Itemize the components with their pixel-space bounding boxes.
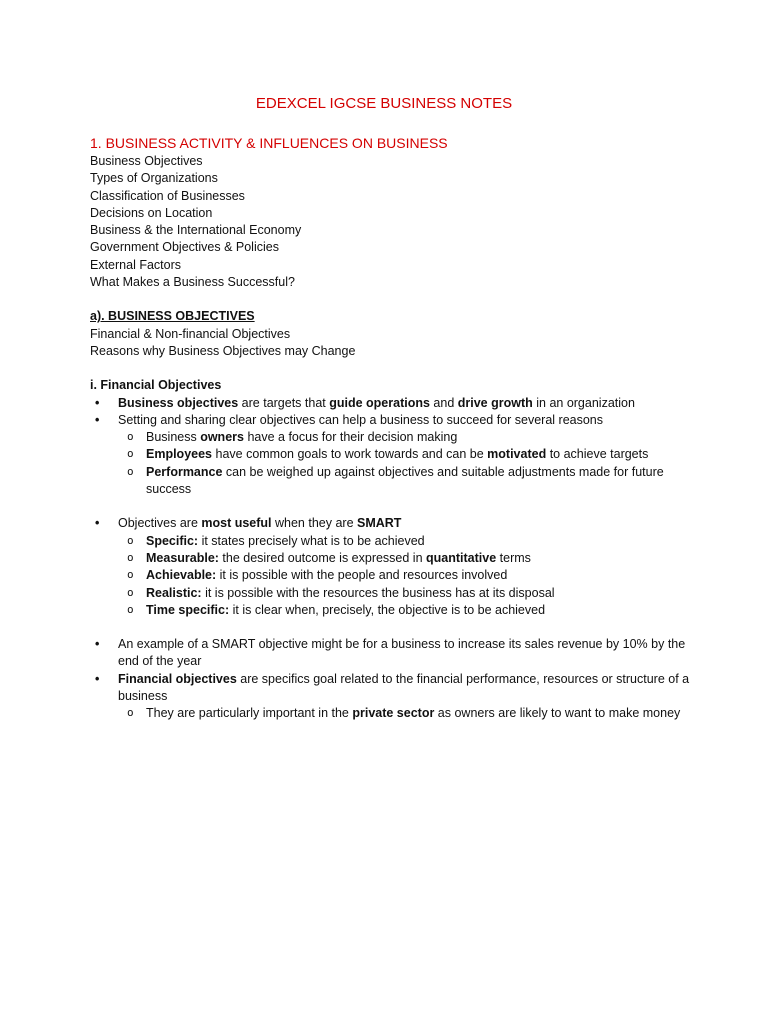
bullet-icon: • (95, 516, 100, 531)
sub-bullet-icon: o (127, 430, 134, 444)
objectives-topic-list (90, 326, 690, 361)
topic-item: What Makes a Business Successful? (90, 275, 295, 290)
topic-item: Reasons why Business Objectives may Change (90, 343, 356, 358)
list-item (90, 395, 690, 412)
text-run: Setting and sharing clear objectives can help a business to succeed for several reasons (118, 412, 604, 427)
sub-list-item (118, 567, 690, 584)
text-run: An example of a SMART objective might be for a business to increase its sales revenue by 10% by the end of the year (118, 637, 686, 669)
bold-term: quantitative (426, 550, 497, 565)
list-item (90, 412, 690, 498)
sub-list-item (118, 705, 690, 722)
subsection-heading-financial-objectives: i. Financial Objectives (90, 378, 222, 393)
text-run: have a focus for their decision making (243, 430, 458, 445)
text-run: to achieve targets (546, 447, 649, 462)
bold-term: Specific: (146, 533, 199, 548)
topic-item: Financial & Non-financial Objectives (90, 326, 291, 341)
bold-term: motivated (487, 447, 547, 462)
bold-term: guide operations (329, 395, 430, 410)
text-run: and (429, 395, 458, 410)
list-item (90, 636, 690, 671)
text-run: it is possible with the people and resources involved (216, 568, 508, 583)
bold-term: drive growth (457, 395, 533, 410)
text-run: have common goals to work towards and can be (212, 447, 488, 462)
text-run: it is possible with the resources the business has at its disposal (201, 585, 555, 600)
sub-list-item (118, 585, 690, 602)
bold-term: most useful (201, 516, 272, 531)
topic-item: Types of Organizations (90, 171, 218, 186)
text-run: Business (146, 430, 201, 445)
spacer (90, 619, 690, 636)
text-run: the desired outcome is expressed in (218, 550, 427, 565)
sub-list-item (118, 550, 690, 567)
sub-bullet-icon: o (127, 568, 134, 582)
text-run: it states precisely what is to be achieved (198, 533, 425, 548)
bullet-icon: • (95, 412, 100, 427)
bold-term: private sector (352, 706, 435, 721)
text-run: can be weighed up against objectives and suitable adjustments made for future success (146, 464, 664, 497)
bold-term: owners (200, 430, 244, 445)
document-body (90, 133, 690, 723)
sub-list-item (118, 429, 690, 446)
spacer (90, 498, 690, 515)
bold-term: Financial objectives (118, 671, 237, 686)
text-run: are specifics goal related to the financial performance, resources or structure of a business (118, 671, 690, 704)
bullet-icon: • (95, 671, 100, 686)
text-run: in an organization (532, 395, 635, 410)
bold-term: Business objectives (118, 395, 239, 410)
bullet-icon: • (95, 395, 100, 410)
bullet-list (90, 395, 690, 499)
bold-term: Measurable: (146, 550, 219, 565)
sub-list-item (118, 533, 690, 550)
list-item (90, 671, 690, 723)
bold-term: Performance (146, 464, 223, 479)
topic-item: Government Objectives & Policies (90, 240, 279, 255)
spacer (90, 360, 690, 377)
text-run: it is clear when, precisely, the objective is to be achieved (229, 602, 546, 617)
document-title: EDEXCEL IGCSE BUSINESS NOTES (255, 95, 513, 112)
list-item (90, 515, 690, 619)
text-run: Objectives are (118, 516, 202, 531)
sub-list-item (118, 464, 690, 499)
sub-bullet-icon: o (127, 464, 134, 478)
bullet-list (90, 515, 690, 619)
topic-item: Decisions on Location (90, 205, 213, 220)
sub-bullet-icon: o (127, 533, 134, 547)
section-heading-business-activity: 1. BUSINESS ACTIVITY & INFLUENCES ON BUSINESS (90, 135, 448, 151)
text-run: are targets that (238, 395, 330, 410)
bold-term: Realistic: (146, 585, 202, 600)
topic-item: Classification of Businesses (90, 188, 245, 203)
topic-item: Business & the International Economy (90, 223, 302, 238)
topic-list (90, 153, 690, 291)
bold-term: SMART (357, 516, 402, 531)
sub-bullet-icon: o (127, 602, 134, 616)
sub-list-item (118, 602, 690, 619)
sub-bullet-icon: o (127, 706, 134, 720)
bold-term: Time specific: (146, 602, 230, 617)
bullet-icon: • (95, 637, 100, 652)
topic-item: External Factors (90, 257, 182, 272)
text-run: as owners are likely to want to make money (434, 706, 681, 721)
sub-bullet-icon: o (127, 550, 134, 564)
spacer (90, 291, 690, 308)
text-run: They are particularly important in the (146, 706, 353, 721)
bold-term: Employees (146, 447, 213, 462)
topic-item: Business Objectives (90, 154, 203, 168)
sub-list (118, 705, 690, 722)
sub-bullet-icon: o (127, 447, 134, 461)
text-run: terms (496, 550, 531, 565)
sub-list-item (118, 446, 690, 463)
section-heading-business-objectives: a). BUSINESS OBJECTIVES (90, 309, 255, 324)
sub-bullet-icon: o (127, 585, 134, 599)
sub-list (118, 533, 690, 619)
text-run: when they are (271, 516, 357, 531)
bullet-list (90, 636, 690, 722)
sub-list (118, 429, 690, 498)
bold-term: Achievable: (146, 568, 217, 583)
